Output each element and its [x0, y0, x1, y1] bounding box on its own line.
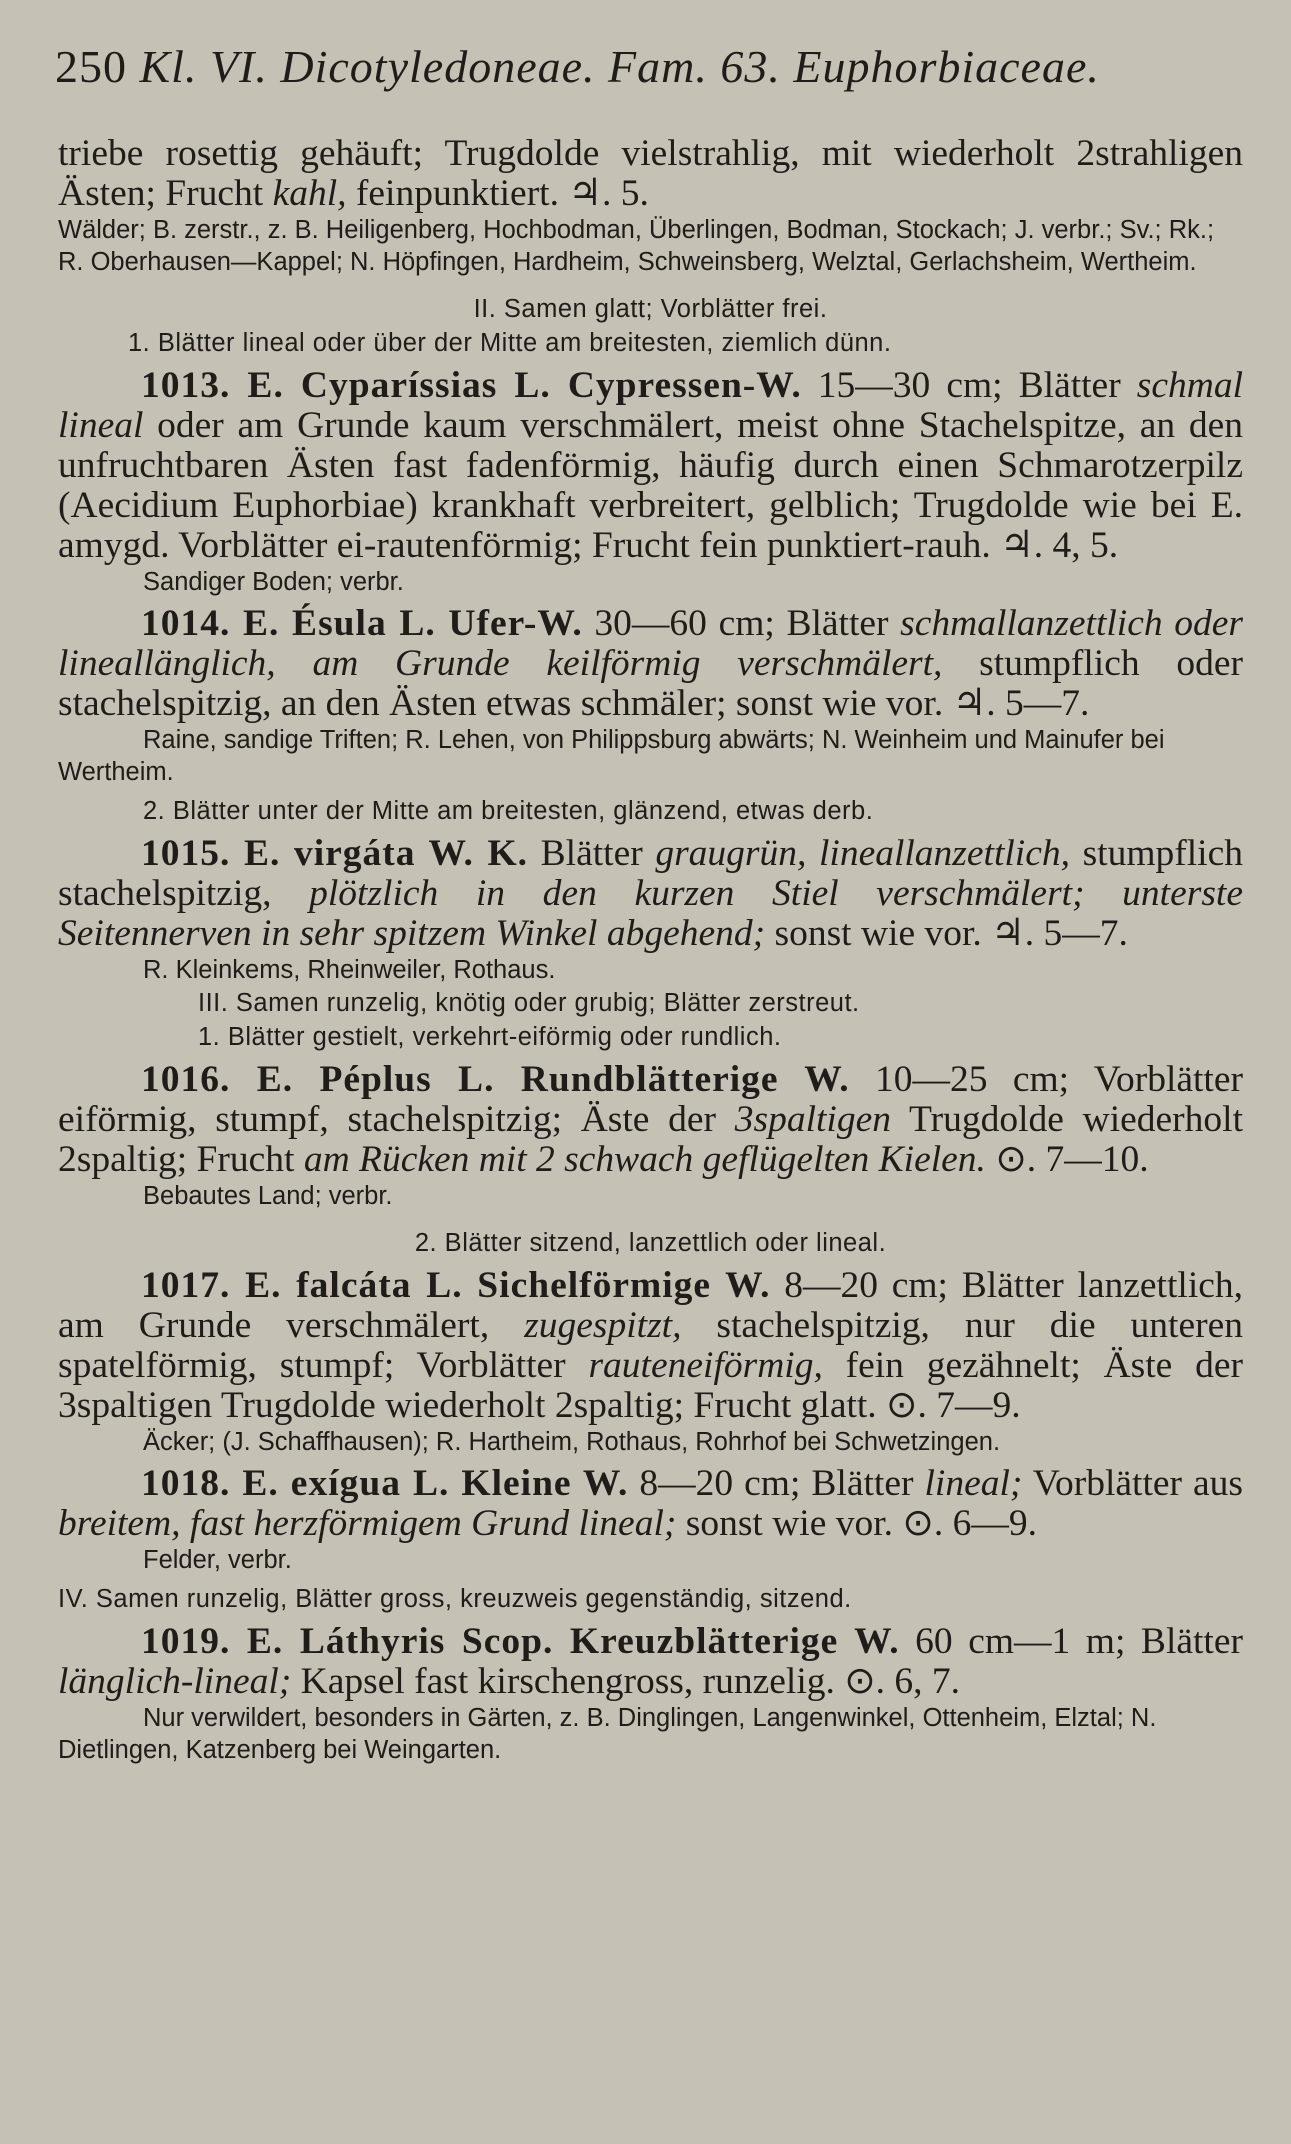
entry-emphasis: länglich-lineal;: [58, 1661, 292, 1702]
entry-text: sonst wie vor. ♃. 5—7.: [765, 913, 1128, 954]
key-II-1: 1. Blätter lineal oder über der Mitte am breitesten, ziemlich dünn.: [128, 329, 892, 357]
entry-emphasis: schmallanzettlich oder lineallänglich, am Grunde keilförmig verschmälert,: [58, 603, 1243, 684]
entry-1016: [58, 1060, 1243, 1180]
continuation-paragraph: [58, 134, 1243, 214]
entry-text: 30—60 cm; Blätter: [582, 603, 901, 644]
continuation-locality: Wälder; B. zerstr., z. B. Heiligenberg, Hochbodman, Überlingen, Bodman, Stockach; J. verbr.; Sv.; Rk.; R. Oberhausen—Kappel; N. Höpfingen, Hardheim, Schweinsberg, Welztal, Gerlachsheim, Wertheim.: [58, 216, 1215, 276]
entry-1017: [58, 1266, 1243, 1426]
entry-1019: [58, 1622, 1243, 1702]
entry-heading: 1017. E. falcáta L. Sichelförmige W.: [141, 1265, 771, 1306]
key-III-2: 2. Blätter sitzend, lanzettlich oder lineal.: [414, 1229, 887, 1257]
entry-emphasis: zugespitzt,: [524, 1305, 682, 1346]
entry-emphasis: graugrün, lineallanzettlich,: [655, 833, 1070, 874]
entry-emphasis: rauteneiförmig,: [588, 1345, 823, 1386]
entry-heading: 1014. E. Ésula L. Ufer-W.: [141, 603, 583, 644]
entry-1019-locality: Nur verwildert, besonders in Gärten, z. B. Dinglingen, Langenwinkel, Ottenheim, Elztal; N. Dietlingen, Katzenberg bei Weingarten.: [58, 1704, 1157, 1764]
entry-emphasis: lineal;: [924, 1463, 1023, 1504]
entry-heading: 1016. E. Péplus L. Rundblätterige W.: [141, 1059, 850, 1100]
running-title: Kl. VI. Dicotyledoneae. Fam. 63. Euphorbiaceae.: [139, 41, 1100, 92]
continuation-emphasis: kahl,: [272, 173, 347, 214]
entry-text: Trugdolde wiederholt 2spaltig; Frucht: [58, 1099, 1243, 1180]
entry-text: Blätter: [528, 833, 656, 874]
page-number: 250: [55, 41, 127, 92]
entry-text: Kapsel fast kirschengross, runzelig. ⊙. 6, 7.: [291, 1661, 961, 1702]
entry-emphasis: schmal lineal: [58, 365, 1243, 446]
key-III-1: 1. Blätter gestielt, verkehrt-eiförmig oder rundlich.: [198, 1023, 782, 1051]
entry-1013: [58, 366, 1243, 566]
entry-1016-locality: Bebautes Land; verbr.: [143, 1182, 393, 1210]
entry-1014-locality: Raine, sandige Triften; R. Lehen, von Philippsburg abwärts; N. Weinheim und Mainufer bei Wertheim.: [58, 726, 1165, 786]
entry-1015-locality: R. Kleinkems, Rheinweiler, Rothaus.: [143, 956, 556, 984]
key-II: II. Samen glatt; Vorblätter frei.: [473, 295, 828, 323]
entry-heading: 1013. E. Cyparíssias L. Cypressen-W.: [141, 365, 802, 406]
entry-emphasis: 3spaltigen: [734, 1099, 891, 1140]
key-II-2: 2. Blätter unter der Mitte am breitesten, glänzend, etwas derb.: [143, 797, 874, 825]
entry-text: 60 cm—1 m; Blätter: [899, 1621, 1243, 1662]
page-body: [58, 134, 1243, 1766]
entry-text: stumpflich stachelspitzig,: [58, 833, 1243, 914]
entry-emphasis: am Rücken mit 2 schwach geflügelten Kielen.: [303, 1139, 986, 1180]
entry-text: fein gezähnelt; Äste der 3spaltigen Trugdolde wiederholt 2spaltig; Frucht glatt. ⊙. 7—9.: [58, 1345, 1243, 1426]
entry-text: stumpflich oder stachelspitzig, an den Ästen etwas schmäler; sonst wie vor. ♃. 5—7.: [58, 643, 1243, 724]
entry-text: 15—30 cm; Blätter: [801, 365, 1137, 406]
key-III: III. Samen runzelig, knötig oder grubig; Blätter zerstreut.: [198, 989, 860, 1017]
entry-emphasis: plötzlich in den kurzen Stiel verschmälert; unterste Seitennerven in sehr spitzem Winkel abgehend;: [58, 873, 1243, 954]
entry-heading: 1015. E. virgáta W. K.: [141, 833, 529, 874]
entry-heading: 1018. E. exígua L. Kleine W.: [141, 1463, 629, 1504]
entry-text: oder am Grunde kaum verschmälert, meist ohne Stachelspitze, an den unfruchtbaren Ästen fast fadenförmig, häufig durch einen Schmarotzerpilz (Aecidium Euphorbiae) krankhaft verbreitert, gelblich; Trugdolde wie bei E. amygd. Vorblätter ei-rautenförmig; Frucht fein punktiert-rauh. ♃. 4, 5.: [58, 405, 1243, 566]
continuation-text-end: feinpunktiert. ♃. 5.: [346, 173, 649, 214]
entry-heading: 1019. E. Láthyris Scop. Kreuzblätterige W.: [141, 1621, 900, 1662]
entry-1017-locality: Äcker; (J. Schaffhausen); R. Hartheim, Rothaus, Rohrhof bei Schwetzingen.: [143, 1428, 1001, 1456]
entry-text: sonst wie vor. ⊙. 6—9.: [676, 1503, 1037, 1544]
entry-text: ⊙. 7—10.: [985, 1139, 1149, 1180]
entry-1013-locality: Sandiger Boden; verbr.: [143, 568, 404, 596]
entry-emphasis: breitem, fast herzförmigem Grund lineal;: [58, 1503, 677, 1544]
entry-text: stachelspitzig, nur die unteren spatelförmig, stumpf; Vorblätter: [58, 1305, 1243, 1386]
key-IV: IV. Samen runzelig, Blätter gross, kreuzweis gegenständig, sitzend.: [58, 1585, 852, 1613]
entry-1015: [58, 834, 1243, 954]
entry-1018: [58, 1464, 1243, 1544]
continuation-text: triebe rosettig gehäuft; Trugdolde vielstrahlig, mit wiederholt 2strahligen Ästen; Frucht: [58, 133, 1243, 214]
entry-text: 8—20 cm; Blätter lanzettlich, am Grunde verschmälert,: [58, 1265, 1244, 1346]
entry-1018-locality: Felder, verbr.: [143, 1546, 292, 1574]
entry-text: Vorblätter aus: [1022, 1463, 1244, 1504]
entry-1014: [58, 604, 1243, 724]
entry-text: 8—20 cm; Blätter: [628, 1463, 925, 1504]
entry-text: 10—25 cm; Vorblätter eiförmig, stumpf, stachelspitzig; Äste der: [58, 1059, 1243, 1140]
running-head: [55, 40, 1100, 93]
